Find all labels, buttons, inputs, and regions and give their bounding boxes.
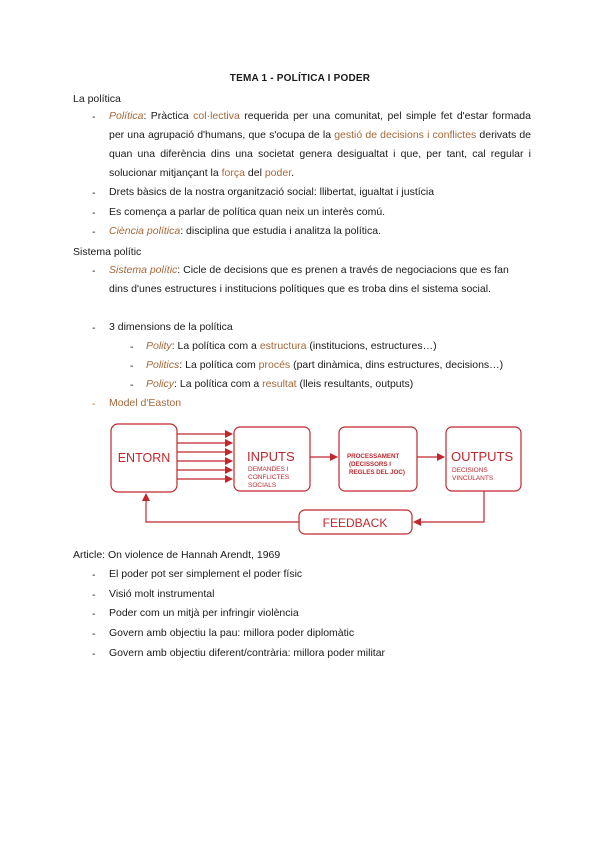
list-item-article: Govern amb objectiu diferent/contrària: millora poder militar — [109, 647, 386, 659]
list-item-sistema-politic — [109, 261, 519, 299]
list-item-article: Govern amb objectiu la pau: millora poder diplomàtic — [109, 627, 355, 639]
bullet-dash: - — [92, 589, 96, 601]
page-title: TEMA 1 - POLÍTICA I PODER — [229, 73, 371, 84]
bullet-dash: - — [92, 111, 96, 123]
list-item-ciencia-politica — [109, 222, 531, 241]
highlight-poder: poder — [264, 167, 292, 179]
bullet-dash: - — [92, 569, 96, 581]
sub-item-polity — [146, 337, 437, 356]
term-polity: Polity — [146, 340, 172, 352]
text-segment: del — [244, 167, 265, 179]
section-heading-sistema: Sistema polític — [73, 246, 142, 258]
arrow-outputs-feedback — [414, 491, 484, 522]
arrow-feedback-entorn — [146, 494, 299, 522]
sub-item-politics — [146, 356, 503, 375]
inputs-sub-line-1: DEMANDES I — [248, 466, 289, 473]
term-ciencia-politica: Ciència política — [109, 225, 181, 237]
highlight-estructura: estructura — [259, 340, 307, 352]
easton-model-diagram — [100, 415, 540, 545]
text-segment: requerida per una comunitat, pel simple fet d'estar formada per una agrupació d'humans, que s'ocupa de la — [109, 110, 531, 141]
section-heading-politica: La política — [73, 93, 121, 105]
bullet-dash: - — [92, 628, 96, 640]
bullet-dash: - — [92, 187, 96, 199]
term-sistema-politic: Sistema polític — [109, 264, 178, 276]
text-segment: : Cicle de decisions que es prenen a través de negociacions que es fan dins d'unes estructures i institucions polítiques que es troba dins el sistema social. — [109, 264, 509, 295]
highlight-resultat: resultat — [262, 378, 297, 390]
list-item-article: Poder com un mitjà per infringir violència — [109, 607, 299, 619]
entorn-label: ENTORN — [117, 451, 171, 465]
processament-line-1: PROCESSAMENT — [347, 453, 400, 460]
term-politica: Política — [109, 110, 144, 122]
list-item-article: Visió molt instrumental — [109, 588, 215, 600]
bullet-dash: - — [92, 265, 96, 277]
highlight-collectiva: col·lectiva — [193, 110, 240, 122]
outputs-title: OUTPUTS — [451, 449, 514, 464]
outputs-sub-line-2: VINCULANTS — [452, 475, 494, 482]
bullet-dash: - — [92, 226, 96, 238]
text-segment: (lleis resultants, outputs) — [296, 378, 414, 390]
list-item-dimensions: 3 dimensions de la política — [109, 321, 233, 333]
feedback-label: FEEDBACK — [322, 516, 388, 530]
inputs-sub-line-3: SOCIALS — [248, 482, 277, 489]
text-segment: : disciplina que estudia i analitza la política. — [180, 225, 381, 237]
bullet-dash: - — [92, 398, 96, 410]
sub-bullet-dash: - — [130, 360, 134, 372]
term-policy: Policy — [146, 378, 175, 390]
section-heading-article: Article: On violence de Hannah Arendt, 1969 — [73, 549, 281, 561]
bullet-dash: - — [92, 322, 96, 334]
processament-line-3: REGLES DEL JOC) — [349, 469, 405, 476]
bullet-dash: - — [92, 608, 96, 620]
text-segment: : La política com — [179, 359, 259, 371]
processament-line-2: (DECISSORS I — [349, 461, 391, 468]
highlight-forca: força — [221, 167, 245, 179]
list-item-interes-comu: Es comença a parlar de política quan neix un interès comú. — [109, 206, 386, 218]
text-segment: : La política com a — [174, 378, 263, 390]
text-segment: : La política com a — [171, 340, 260, 352]
text-segment: (part dinàmica, dins estructures, decisions…) — [290, 359, 504, 371]
highlight-proces: procés — [258, 359, 291, 371]
bullet-dash: - — [92, 207, 96, 219]
bullet-dash: - — [92, 648, 96, 660]
sub-item-policy — [146, 375, 413, 394]
list-item-model-easton: Model d'Easton — [109, 397, 182, 409]
sub-bullet-dash: - — [130, 341, 134, 353]
text-segment: (institucions, estructures…) — [306, 340, 437, 352]
list-item-drets: Drets bàsics de la nostra organització social: llibertat, igualtat i justícia — [109, 186, 435, 198]
highlight-gestio: gestió de decisions i conflictes — [334, 129, 477, 141]
list-item-politica-definition — [109, 107, 531, 183]
text-segment: : Pràctica — [143, 110, 194, 122]
list-item-article: El poder pot ser simplement el poder físic — [109, 568, 303, 580]
text-segment: derivats de quan una diferència dins una societat genera desigualtat i que, per tant, cal regular i solucionar mitjançant la — [109, 129, 532, 179]
outputs-sub-line-1: DECISIONS — [452, 467, 488, 474]
inputs-sub-line-2: CONFLICTES — [248, 474, 290, 481]
sub-bullet-dash: - — [130, 379, 134, 391]
inputs-title: INPUTS — [247, 449, 295, 464]
text-segment: . — [291, 167, 295, 179]
term-politics: Politics — [146, 359, 180, 371]
